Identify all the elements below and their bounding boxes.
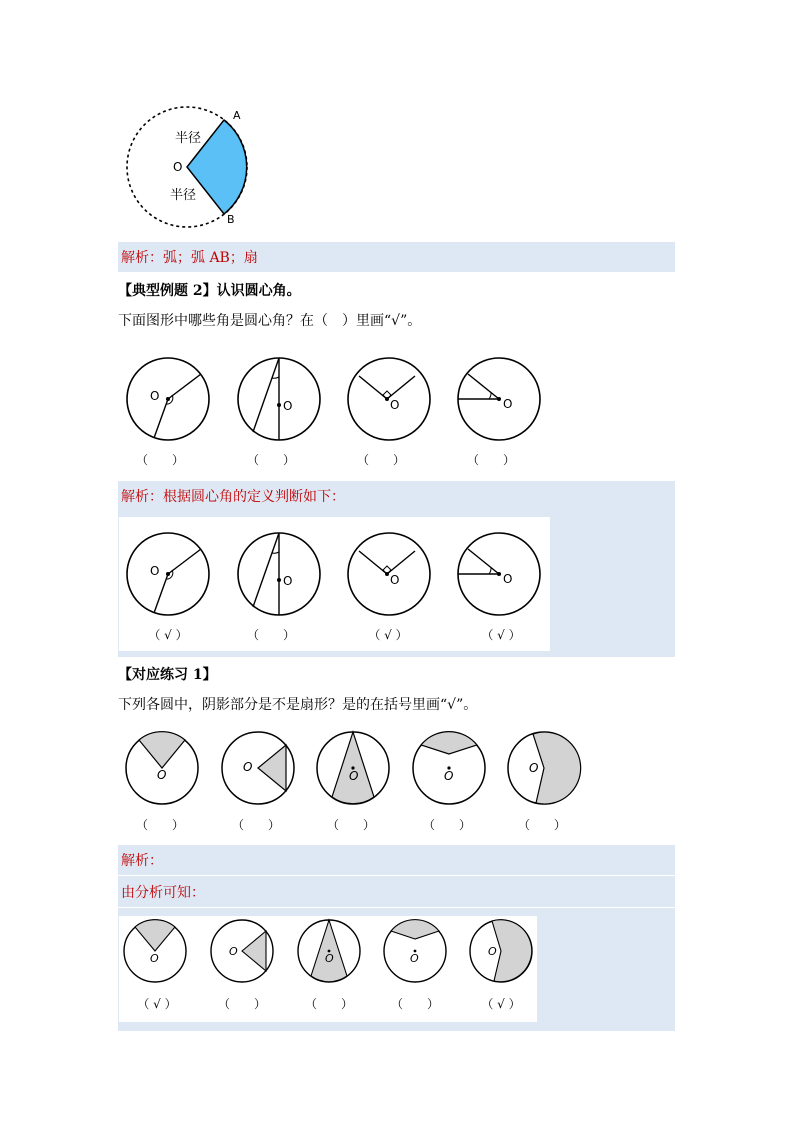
analysis-2-text: 解析：根据圆心角的定义判断如下： (121, 489, 345, 505)
svg-text:O: O (243, 760, 253, 774)
exercise-circle-4 (411, 730, 487, 806)
answer-bracket-2: （ ） (246, 628, 295, 642)
analysis-3-divider-2 (118, 907, 675, 908)
radius-top: 半径 (175, 131, 202, 146)
answer-sector-bracket-1: （ √ ） (137, 997, 177, 1011)
svg-text:O: O (157, 768, 167, 782)
answer-bracket-4: （ √ ） (481, 628, 521, 642)
example-circle-1 (125, 356, 211, 442)
analysis-3-text: 由分析可知： (121, 885, 205, 901)
analysis-3-divider (118, 875, 675, 876)
svg-text:O: O (283, 574, 293, 588)
answer-sector-5 (468, 918, 534, 984)
answer-sector-2 (209, 918, 275, 984)
svg-text:O: O (325, 952, 334, 965)
exercise-bracket-4[interactable]: （ ） (422, 818, 471, 832)
exercise-1-question: 下列各圆中，阴影部分是不是扇形？是的在括号里画“√”。 (118, 697, 478, 713)
exercise-circle-1 (124, 730, 200, 806)
answer-sector-bracket-4: （ ） (390, 997, 439, 1011)
example-circle-4 (456, 356, 542, 442)
svg-text:O: O (150, 952, 159, 965)
radius-bottom: 半径 (170, 188, 197, 203)
answer-circle-1 (125, 531, 211, 617)
label-b: B (227, 213, 235, 226)
answer-bracket-1: （ √ ） (148, 628, 188, 642)
answer-circle-3 (346, 531, 432, 617)
svg-text:O: O (150, 564, 160, 578)
svg-text:O: O (283, 399, 293, 413)
answer-sector-bracket-5: （ √ ） (481, 997, 521, 1011)
analysis-1-text: 解析：弧；弧 AB；扇 (121, 250, 258, 266)
svg-text:O: O (529, 761, 539, 775)
svg-text:O: O (503, 397, 513, 411)
answer-circle-4 (456, 531, 542, 617)
svg-text:O: O (488, 945, 497, 958)
svg-text:O: O (390, 398, 400, 412)
svg-text:O: O (410, 952, 419, 965)
answer-bracket-3: （ √ ） (368, 628, 408, 642)
label-a: A (233, 109, 241, 122)
answer-sector-3 (296, 918, 362, 984)
svg-text:O: O (390, 573, 400, 587)
answer-circle-2 (236, 531, 322, 617)
exercise-circle-5 (506, 730, 582, 806)
exercise-circle-2 (220, 730, 296, 806)
example-bracket-4[interactable]: （ ） (466, 453, 515, 467)
example-bracket-2[interactable]: （ ） (246, 453, 295, 467)
label-o: O (173, 160, 183, 174)
analysis-3-label: 解析： (121, 853, 163, 869)
example-2-question: 下面图形中哪些角是圆心角？在（ ）里画“√”。 (118, 313, 422, 329)
answer-sector-bracket-2: （ ） (217, 997, 266, 1011)
example-bracket-3[interactable]: （ ） (356, 453, 405, 467)
exercise-bracket-3[interactable]: （ ） (326, 818, 375, 832)
exercise-bracket-1[interactable]: （ ） (135, 818, 184, 832)
svg-text:O: O (150, 389, 160, 403)
example-circle-2 (236, 356, 322, 442)
svg-text:O: O (444, 769, 454, 783)
example-circle-3 (346, 356, 432, 442)
svg-text:O: O (503, 572, 513, 586)
answer-sector-bracket-3: （ ） (304, 997, 353, 1011)
example-bracket-1[interactable]: （ ） (135, 453, 184, 467)
exercise-bracket-2[interactable]: （ ） (231, 818, 280, 832)
exercise-bracket-5[interactable]: （ ） (517, 818, 566, 832)
answer-sector-1 (122, 918, 188, 984)
exercise-1-title: 【对应练习 1】 (118, 667, 217, 683)
svg-text:O: O (349, 769, 359, 783)
example-2-title: 【典型例题 2】认识圆心角。 (118, 283, 301, 299)
exercise-circle-3 (315, 730, 391, 806)
sector-diagram (120, 105, 260, 230)
answer-sector-4 (382, 918, 448, 984)
svg-text:O: O (229, 945, 238, 958)
